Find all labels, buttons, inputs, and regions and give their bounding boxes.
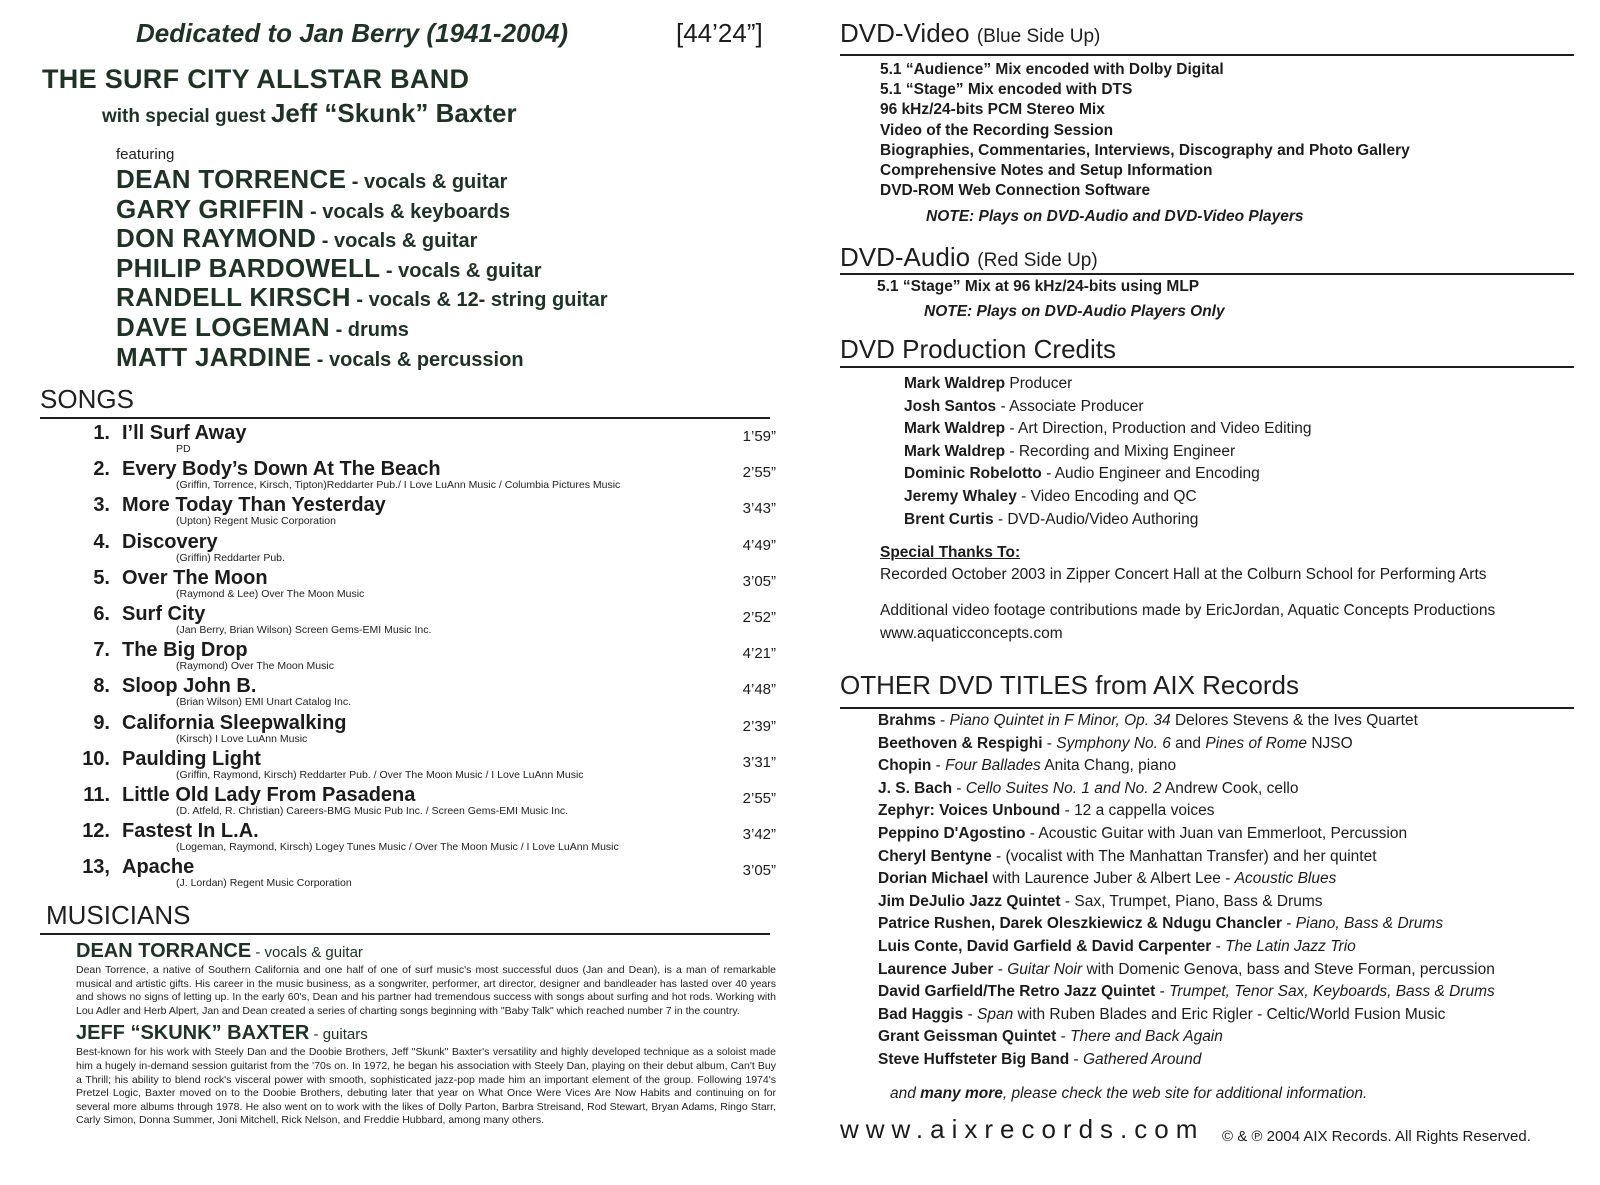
other-title-row [878,757,1495,780]
song-number: 12. [82,820,110,843]
other-title-row [878,712,1495,735]
other-separator: - [1155,983,1170,1001]
song-row [70,494,782,530]
other-details: with Domenic Genova, bass and Steve Forman, percussion [1082,960,1495,978]
song-credit: (Griffin, Torrence, Kirsch, Tipton)Reddarter Pub./ I Love LuAnn Music / Columbia Pictures Music [176,479,621,492]
song-title: Sloop John B. [122,675,257,698]
production-credit-row [904,465,1312,488]
other-details: (vocalist with The Manhattan Transfer) and her quintet [1005,847,1377,865]
song-row [70,531,782,567]
song-title: Discovery [122,530,218,553]
recording-location: Recorded October 2003 in Zipper Concert Hall at the Colburn School for Performing Arts [880,566,1487,583]
dvd-audio-heading [840,242,1098,273]
song-row [70,712,782,748]
member-role: - vocals & guitar [380,259,542,282]
song-row [70,784,782,820]
other-artist: Brahms [878,712,936,729]
other-artist: Grant Geissman Quintet [878,1028,1057,1046]
other-title: Symphony No. 6 [1056,734,1171,752]
other-title-row [878,1051,1495,1074]
song-title: The Big Drop [122,639,248,662]
special-thanks-label: Special Thanks To: [880,544,1021,561]
song-number: 7. [93,639,110,662]
credit-name: Jeremy Whaley [904,487,1017,505]
other-artist: Dorian Michael [878,870,989,888]
other-title-row [878,848,1495,871]
credit-name: Mark Waldrep [904,375,1006,392]
other-title: Piano Quintet in F Minor, Op. 34 [949,712,1171,729]
song-duration: 3’05” [742,572,776,590]
other-artist: David Garfield/The Retro Jazz Quintet [878,983,1156,1001]
other-artist: Jim DeJulio Jazz Quintet [878,892,1061,910]
musician-heading [76,940,776,963]
other-titles-heading: OTHER DVD TITLES from AIX Records [840,670,1299,700]
member-name: DON RAYMOND [116,223,317,254]
song-credit: (Upton) Regent Music Corporation [176,515,336,528]
dvd-video-feature: 5.1 “Stage” Mix encoded with DTS [880,81,1133,99]
dvd-audio-title: DVD-Audio [840,242,971,272]
aquatic-concepts-link[interactable]: www.aquaticconcepts.com [880,625,1063,642]
song-credit: (Brian Wilson) EMI Unart Catalog Inc. [176,696,352,709]
other-details: NJSO [1307,734,1353,752]
song-title: Apache [122,856,195,879]
member-role: - vocals & guitar [316,230,478,253]
dvd-video-features [880,61,1410,202]
song-row [70,458,782,494]
credit-role: - Audio Engineer and Encoding [1041,465,1260,483]
song-duration: 4’48” [742,681,776,699]
member-row [116,282,608,312]
dvd-video-feature: 5.1 “Audience” Mix encoded with Dolby Digital [880,61,1224,78]
other-separator: - [1069,1050,1083,1068]
other-title-row [878,1028,1495,1051]
song-credit: (D. Atfeld, R. Christian) Careers-BMG Music Pub Inc. / Screen Gems-EMI Music Inc. [176,804,569,817]
song-duration: 3’31” [742,753,776,771]
member-role: - vocals & keyboards [304,200,511,223]
song-row [70,675,782,711]
guest-name: Jeff “Skunk” Baxter [270,98,517,128]
band-name: THE SURF CITY ALLSTAR BAND [42,64,470,94]
song-title: Fastest In L.A. [122,820,259,843]
song-duration: 3’05” [742,862,776,880]
other-artist: Luis Conte, David Garfield & David Carpenter [878,937,1212,955]
other-separator: - [1025,824,1039,842]
other-title: Piano, Bass & Drums [1295,915,1444,933]
song-title: California Sleepwalking [122,711,347,734]
other-title-row [878,1006,1495,1029]
other-details: Anita Chang, piano [1040,757,1177,775]
song-credit: (Logeman, Raymond, Kirsch) Logey Tunes Music / Over The Moon Music / I Love LuAnn Music [176,841,619,854]
musician-name: JEFF “SKUNK” BAXTER [76,1022,310,1045]
member-role: - vocals & percussion [311,348,524,371]
song-row [70,639,782,675]
song-number: 4. [93,530,110,553]
other-artist: Bad Haggis [878,1005,964,1023]
song-credit: (Jan Berry, Brian Wilson) Screen Gems-EMI Music Inc. [176,623,432,636]
dvd-audio-divider [840,273,1574,275]
other-title-row [878,938,1495,961]
other-title-row [878,915,1495,938]
other-details: Sax, Trumpet, Piano, Bass & Drums [1074,892,1323,910]
member-role: - vocals & guitar [346,171,508,193]
song-credit: (Raymond) Over The Moon Music [176,660,334,673]
other-separator: - [963,1005,978,1023]
song-number: 3. [93,494,110,517]
song-number: 6. [93,602,110,625]
credit-name: Josh Santos [904,397,997,415]
dvd-audio-feature: 5.1 “Stage” Mix at 96 kHz/24-bits using MLP [877,278,1200,295]
other-artist: Laurence Juber [878,960,994,978]
song-credit: (Kirsch) I Love LuAnn Music [176,732,308,745]
other-title: There and Back Again [1070,1028,1223,1046]
song-duration: 2’55” [742,464,776,482]
credit-name: Dominic Robelotto [904,465,1042,483]
song-title: Paulding Light [122,747,261,770]
member-row [116,342,608,372]
song-credit: (J. Lordan) Regent Music Corporation [176,877,352,890]
song-list [70,422,782,892]
other-title-2: Pines of Rome [1205,734,1308,752]
member-row [116,312,608,342]
other-artist: J. S. Bach [878,779,953,797]
other-artist: Steve Huffsteter Big Band [878,1050,1070,1068]
song-number: 1. [93,422,110,444]
other-artist: Cheryl Bentyne [878,847,992,865]
other-artist: Beethoven & Respighi [878,734,1043,752]
other-artist: Patrice Rushen, Darek Oleszkiewicz & Ndugu Chancler [878,915,1282,933]
musician-bios [76,940,776,1132]
other-title-row [878,825,1495,848]
aix-website-link[interactable]: www.aixrecords.com [840,1114,1205,1144]
other-artist: Zephyr: Voices Unbound [878,802,1061,820]
song-row [70,603,782,639]
musicians-heading: MUSICIANS [46,900,191,930]
member-name: DAVE LOGEMAN [116,311,331,342]
other-separator: - [993,960,1008,978]
musician-bio: Dean Torrence, a native of Southern California and one half of one of surf music's most successful duos (Jan and Dean), is a man of remarkable musical and artistic gifts. His career in the music business, as a songwriter, performer, art director, designer and bandleader has lasted over 40 years and shows no signs of letting up. In the early 60's, Dean and his partner had tremendous success with songs about surfing and hot rods. Working with Lou Adler and Herb Alpert, Jan and Dean created a series of charting songs beginning with "Baby Talk" which reached number 7 in the country. [76,964,776,1017]
other-separator: - [1060,802,1075,820]
song-row [70,567,782,603]
song-title: More Today Than Yesterday [122,494,386,517]
song-credit: (Griffin) Reddarter Pub. [176,551,285,564]
member-row [116,253,608,283]
dvd-video-side: (Blue Side Up) [976,26,1101,47]
other-separator: - [1060,892,1075,910]
member-role: - drums [330,318,409,341]
dvd-video-heading [840,18,1100,49]
musicians-divider [40,933,770,935]
total-runtime: [44’24”] [676,18,763,48]
production-credit-row [904,398,1312,421]
other-title: Trumpet, Tenor Sax, Keyboards, Bass & Drums [1169,983,1495,1001]
song-credit: PD [176,443,191,455]
dvd-video-note: NOTE: Plays on DVD-Audio and DVD-Video Players [926,208,1304,225]
other-title: Gathered Around [1082,1050,1202,1068]
additional-footage-credit: Additional video footage contributions made by EricJordan, Aquatic Concepts Productions [880,602,1496,619]
many-more-note [890,1085,1367,1103]
song-title: Surf City [122,602,206,625]
member-name: MATT JARDINE [116,341,312,372]
credit-role: - Associate Producer [996,397,1144,415]
other-details: Andrew Cook, cello [1161,779,1299,797]
other-title: Span [977,1005,1014,1023]
song-number: 8. [93,675,110,698]
other-details: with Ruben Blades and Eric Rigler - Celtic/World Fusion Music [1013,1005,1446,1023]
other-titles-divider [840,707,1574,709]
many-more-prefix: and [890,1085,921,1102]
musician-heading [76,1022,776,1045]
member-role: - vocals & 12- string guitar [350,289,608,312]
song-row [70,856,782,892]
song-number: 2. [93,458,110,481]
other-title: Four Ballades [945,757,1041,775]
other-title: Cello Suites No. 1 and No. 2 [965,779,1162,797]
song-duration: 3’43” [742,500,776,518]
production-credit-row [904,511,1312,534]
dedication-line: Dedicated to Jan Berry (1941-2004) [136,18,569,48]
dvd-video-divider [840,54,1574,56]
song-title: I’ll Surf Away [122,422,247,444]
other-details: Laurence Juber & Albert Lee - [1024,870,1235,888]
other-title-row [878,870,1495,893]
member-row [116,223,608,253]
other-title-row [878,735,1495,758]
song-number: 10. [82,747,110,770]
dvd-audio-note: NOTE: Plays on DVD-Audio Players Only [924,303,1225,320]
production-credit-row [904,375,1312,398]
musician-bio: Best-known for his work with Steely Dan and the Doobie Brothers, Jeff "Skunk" Baxter's versatility and highly developed technique as a soloist made him a hugely in-demand session guitarist from the '70s on. In 1972, he began his association with Steely Dan, playing on their debut album, Can't Buy a Thrill; his ability to blend rock's visceral power with smooth, sophisticated jazz-pop made him an important element of the group. Following 1974's Pretzel Logic, Baxter moved on to the Doobie Brothers, debuting later that year on What Once Were Vices Are Now Habits and continuing on for several more albums through 1978. He also went on to work with the likes of Dolly Parton, Barbra Streisand, Rod Stewart, Bryan Adams, Ringo Starr, Carly Simon, Donna Summer, Joni Mitchell, Rick Nelson, and Freddie Hubbard, among many others. [76,1046,776,1127]
other-separator: - [935,712,950,729]
other-title-row [878,983,1495,1006]
song-duration: 2’55” [742,789,776,807]
song-credit: (Griffin, Raymond, Kirsch) Reddarter Pub. / Over The Moon Music / I Love LuAnn Music [176,768,584,781]
member-name: PHILIP BARDOWELL [116,252,381,283]
copyright-notice: © & ℗ 2004 AIX Records. All Rights Reserved. [1222,1128,1531,1145]
member-name: GARY GRIFFIN [116,193,305,224]
musician-name: DEAN TORRANCE [76,940,252,962]
other-title-row [878,780,1495,803]
other-titles-list [878,712,1495,1074]
song-number: 9. [93,711,110,734]
other-title-row [878,802,1495,825]
production-heading: DVD Production Credits [840,334,1116,364]
song-row [70,422,782,458]
production-credits [904,375,1312,533]
song-number: 11. [83,783,110,806]
dvd-video-feature: Video of the Recording Session [880,121,1114,139]
credit-role: Producer [1005,375,1073,392]
guest-prefix: with special guest [102,106,271,127]
other-separator: - [931,757,946,775]
song-duration: 4’49” [742,536,776,554]
credit-name: Mark Waldrep [904,420,1006,438]
special-guest-line [102,98,517,129]
other-separator: - [991,847,1006,865]
other-separator: - [1042,734,1057,752]
dvd-audio-side: (Red Side Up) [977,250,1098,271]
songs-heading: SONGS [40,384,134,414]
other-artist: Chopin [878,757,932,775]
song-duration: 4’21” [742,645,776,663]
song-duration: 1’59” [742,428,776,445]
other-joiner: and [1170,734,1206,752]
other-title: The Latin Jazz Trio [1225,937,1356,955]
other-details: Acoustic Guitar with Juan van Emmerloot, Percussion [1038,824,1408,842]
credit-name: Mark Waldrep [904,442,1006,460]
member-name: RANDELL KIRSCH [116,282,351,313]
song-title: Over The Moon [122,566,268,589]
production-credit-row [904,420,1312,443]
credit-role: - Art Direction, Production and Video Editing [1005,420,1312,438]
dvd-video-feature: Comprehensive Notes and Setup Information [880,161,1213,179]
other-title-row [878,893,1495,916]
dvd-video-feature: DVD-ROM Web Connection Software [880,182,1151,200]
member-row [116,164,608,194]
other-separator: - [952,779,966,797]
many-more-suffix: , please check the web site for additional information. [1002,1085,1368,1102]
production-divider [840,366,1574,368]
other-separator: with [988,870,1025,888]
member-row [116,194,608,224]
other-separator: - [1211,937,1226,955]
songs-divider [40,417,770,419]
featuring-label: featuring [116,146,175,163]
song-duration: 2’39” [742,717,776,735]
member-list [116,164,608,371]
song-number: 13, [82,856,110,879]
song-credit: (Raymond & Lee) Over The Moon Music [176,587,365,600]
many-more-bold: many more [920,1085,1003,1102]
song-duration: 3’42” [742,826,776,844]
other-title-row [878,961,1495,984]
song-duration: 2’52” [742,608,776,626]
song-title: Little Old Lady From Pasadena [122,783,416,806]
other-title: Guitar Noir [1007,960,1083,978]
musician-role: - guitars [309,1026,368,1044]
other-separator: - [1282,915,1296,933]
dvd-video-feature: Biographies, Commentaries, Interviews, Discography and Photo Gallery [880,141,1410,159]
other-details: 12 a cappella voices [1074,802,1215,820]
credit-name: Brent Curtis [904,510,994,528]
song-title: Every Body’s Down At The Beach [122,458,441,481]
song-row [70,820,782,856]
other-details: Delores Stevens & the Ives Quartet [1170,712,1418,729]
production-credit-row [904,443,1312,466]
song-row [70,748,782,784]
credit-role: - DVD-Audio/Video Authoring [993,510,1199,528]
other-title: Acoustic Blues [1234,870,1337,888]
dvd-video-feature: 96 kHz/24-bits PCM Stereo Mix [880,101,1105,119]
production-credit-row [904,488,1312,511]
musician-role: - vocals & guitar [251,944,363,961]
dvd-video-title: DVD-Video [840,18,970,48]
credit-role: - Recording and Mixing Engineer [1005,442,1236,460]
other-separator: - [1056,1028,1071,1046]
song-number: 5. [93,566,110,589]
member-name: DEAN TORRENCE [116,164,347,194]
other-artist: Peppino D'Agostino [878,824,1026,842]
credit-role: - Video Encoding and QC [1016,487,1197,505]
